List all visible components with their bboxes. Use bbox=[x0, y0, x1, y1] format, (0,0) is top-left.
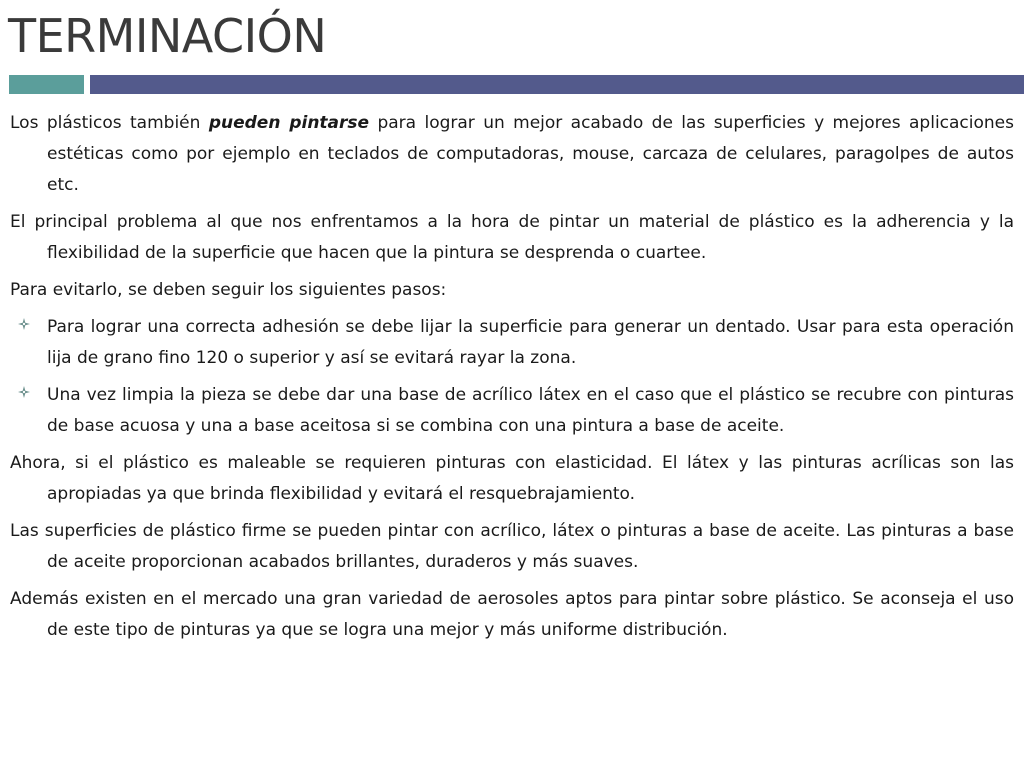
paragraph-firm-plastic: Las superficies de plástico firme se pueden pintar con acrílico, látex o pinturas a base de aceite. Las pinturas a base de aceite proporcionan acabados brillantes, duraderos y más suaves. bbox=[10, 521, 1014, 572]
title-accent-bar-navy bbox=[90, 75, 1024, 94]
bullet-text: Una vez limpia la pieza se debe dar una base de acrílico látex en el caso que el plástico se recubre con pinturas de base acuosa y una a base aceitosa si se combina con una pintura a base de aceite. bbox=[47, 385, 1014, 436]
bullet-text: Para lograr una correcta adhesión se debe lijar la superficie para generar un dentado. Usar para esta operación lija de grano fino 120 o superior y así se evitará rayar la zona. bbox=[47, 317, 1014, 368]
paragraph-aerosols: Además existen en el mercado una gran variedad de aerosoles aptos para pintar sobre plástico. Se aconseja el uso de este tipo de pinturas ya que se logra una mejor y más uniforme distribución. bbox=[10, 589, 1014, 640]
paragraph-malleable-plastic: Ahora, si el plástico es maleable se requieren pinturas con elasticidad. El látex y las pinturas acrílicas son las apropiadas ya que brinda flexibilidad y evitará el resquebrajamiento. bbox=[10, 453, 1014, 504]
bullet-item-sanding bbox=[10, 312, 1014, 374]
slide-body bbox=[10, 108, 1014, 652]
paragraph-painting-intro bbox=[10, 108, 1014, 201]
paragraph-steps-intro: Para evitarlo, se deben seguir los siguientes pasos: bbox=[10, 280, 447, 300]
paragraph-adherence-problem: El principal problema al que nos enfrentamos a la hora de pintar un material de plástico es la adherencia y la flexibilidad de la superficie que hacen que la pintura se desprenda o cuartee. bbox=[10, 212, 1014, 263]
title-accent-bar-teal bbox=[9, 75, 84, 94]
paragraph-text: Los plásticos también bbox=[10, 113, 209, 133]
slide-title: TERMINACIÓN bbox=[8, 9, 327, 63]
emphasized-text: pueden pintarse bbox=[208, 113, 370, 133]
bullet-item-base-coat bbox=[10, 380, 1014, 442]
four-point-star-icon bbox=[18, 318, 30, 330]
paragraph-text: para lograr un mejor acabado de las superficies y mejores aplicaciones estéticas como por ejemplo en teclados de computadoras, mouse, carcaza de celulares, paragolpes de autos etc. bbox=[47, 113, 1014, 195]
four-point-star-icon bbox=[18, 386, 30, 398]
